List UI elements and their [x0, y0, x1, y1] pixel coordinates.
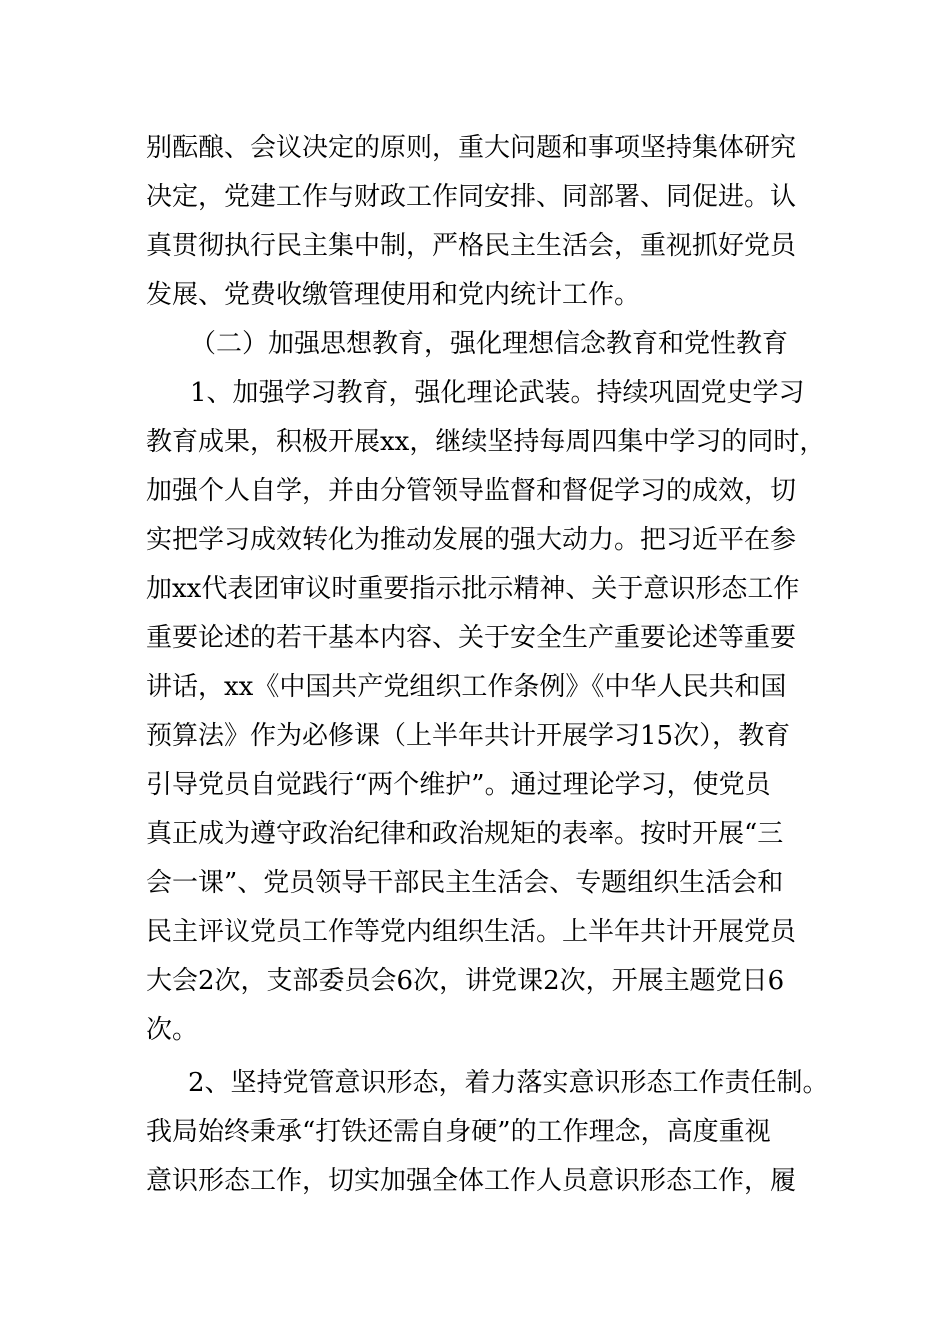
text-line: 实把学习成效转化为推动发展的强大动力。把习近平在参	[146, 525, 797, 555]
text-line: 我局始终秉承“打铁还需自身硬”的工作理念，高度重视	[146, 1117, 771, 1147]
text-line: 会一课”、党员领导干部民主生活会、专题组织生活会和	[146, 868, 784, 898]
text-line: 教育成果，积极开展xx，继续坚持每周四集中学习的同时，	[146, 427, 826, 457]
text-line: 加强个人自学，并由分管领导监督和督促学习的成效，切	[146, 476, 797, 506]
paragraph-first-line: 2、坚持党管意识形态，着力落实意识形态工作责任制。	[188, 1068, 829, 1098]
text-line: 真贯彻执行民主集中制，严格民主生活会，重视抓好党员	[146, 231, 797, 261]
paragraph-first-line: 1、加强学习教育，强化理论武装。持续巩固党史学习	[190, 378, 805, 408]
text-line: 别酝酿、会议决定的原则，重大问题和事项坚持集体研究	[146, 133, 797, 163]
text-line: 讲话，xx《中国共产党组织工作条例》《中华人民共和国	[146, 672, 787, 702]
section-heading: （二）加强思想教育，强化理想信念教育和党性教育	[190, 329, 789, 359]
text-line: 大会2次，支部委员会6次，讲党课2次，开展主题党日6	[146, 966, 785, 996]
text-line: 发展、党费收缴管理使用和党内统计工作。	[146, 280, 641, 310]
text-line: 民主评议党员工作等党内组织生活。上半年共计开展党员	[146, 917, 797, 947]
text-line: 次。	[146, 1015, 199, 1045]
text-line: 意识形态工作，切实加强全体工作人员意识形态工作，履	[146, 1166, 797, 1196]
text-line: 引导党员自觉践行“两个维护”。通过理论学习，使党员	[146, 770, 771, 800]
text-line: 真正成为遵守政治纪律和政治规矩的表率。按时开展“三	[146, 819, 784, 849]
text-line: 重要论述的若干基本内容、关于安全生产重要论述等重要	[146, 623, 797, 653]
document-body	[146, 124, 829, 1206]
text-line: 决定，党建工作与财政工作同安排、同部署、同促进。认	[146, 182, 797, 212]
text-line: 预算法》作为必修课（上半年共计开展学习15次），教育	[146, 721, 791, 751]
text-line: 加xx代表团审议时重要指示批示精神、关于意识形态工作	[146, 574, 800, 604]
